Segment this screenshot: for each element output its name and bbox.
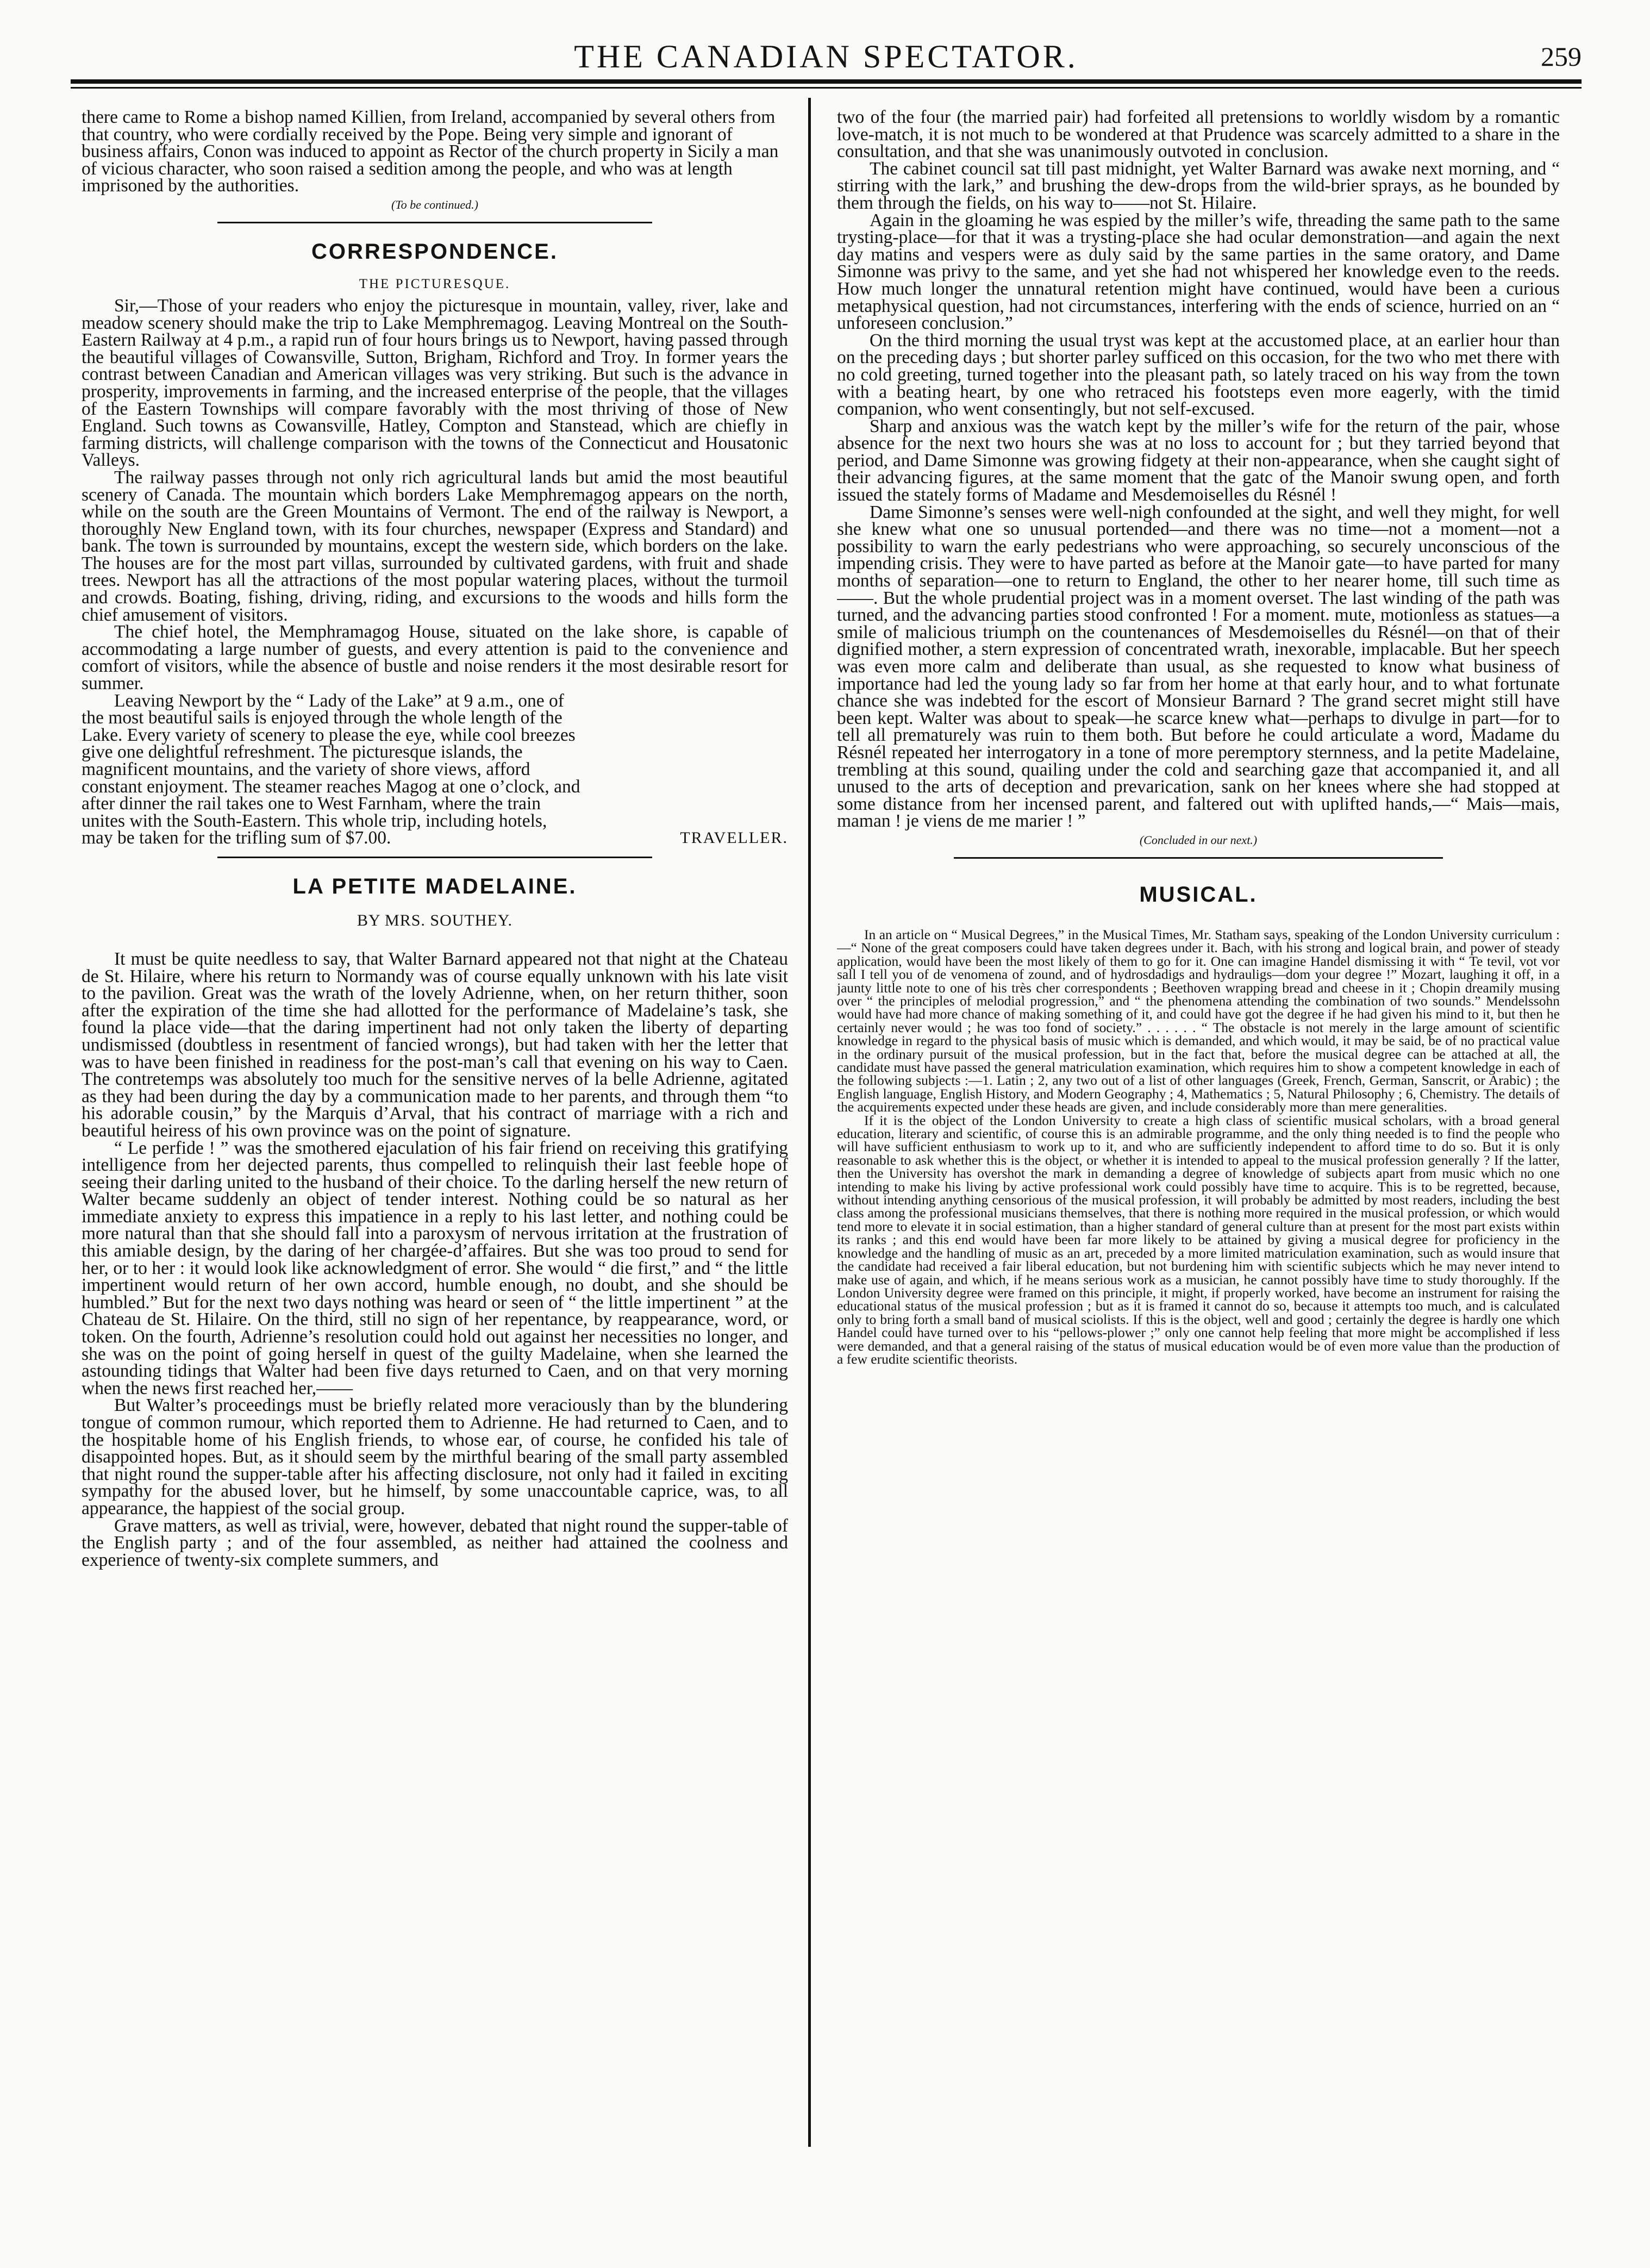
left-column <box>82 99 788 2203</box>
letter-paragraph: Leaving Newport by the “ Lady of the Lake” at 9 a.m., one of the most beautiful sails is enjoyed through the whole length of the Lake. Every variety of scenery to please the eye, while cool breezes give one delightful refreshment. The picturesque islands, the magnificent mountains, and the variety of shore views, afford constant enjoyment. The steamer reaches Magog at one o’clock, and after dinner the rail takes one to West Farnham, where the train unites with the South-Eastern. This whole trip, including hotels, may be taken for the trifling sum of $7.00. <box>82 690 580 848</box>
story-paragraph: two of the four (the married pair) had forfeited all pretensions to worldly wisdom by a romantic love-match, it is not much to be wondered at that Prudence was scarcely admitted to a share in the consultation, and that she was unanimously outvoted in conclusion. <box>837 107 1560 162</box>
section-heading-musical: MUSICAL. <box>1139 882 1258 907</box>
section-heading-correspondence: CORRESPONDENCE. <box>311 239 558 264</box>
continued-text: there came to Rome a bishop named Killien, from Ireland, accompanied by several others from that country, who were cordially received by the Pope. Being very simple and ignorant of business affairs, Conon was induced to appoint as Rector of the church property in Sicily a man of vicious character, who soon raised a sedition among the people, and who was at length imprisoned by the authorities. <box>82 107 779 196</box>
concluded-note: (Concluded in our next.) <box>1139 833 1258 847</box>
story-byline: BY MRS. SOUTHEY. <box>357 911 513 929</box>
section-heading-story: LA PETITE MADELAINE. <box>292 874 577 898</box>
musical-paragraph: If it is the object of the London University to create a high class of scientific musical scholars, with a broad general education, literary and scientific, of course this is an admirable programme, and the only thing needed is to find the people who will have sufficient enthusiasm to work up to it, and who are sufficiently independent to afford time to do so. But it is only reasonable to ask whether this is the object, or whether it is intended to appeal to the musical profession generally ? If the latter, then the University has overshot the mark in demanding a degree of knowledge of subjects apart from music which no one intending to make his living by active professional work could possibly have time to acquire. This is to be regretted, because, without intending anything censorious of the musical profession, it will probably be admitted by most readers, including the best class among the professional musicians themselves, that there is nothing more required in the musical profession, or which would tend more to elevate it in social estimation, than a higher standard of general culture than at present for the most part exists within its ranks ; and this end would have been far more likely to be attained by giving a musical degree for proficiency in the knowledge and the handling of music as an art, preceded by a more limited matriculation examination, such as would insure that the candidate had received a fair liberal education, but not burdening him with scientific subjects which he may never intend to make use of again, and which, if he means serious work as a musician, he cannot possibly have time to study thoroughly. If the London University degree were framed on this principle, it might, if properly worked, have become an instrument for raising the educational status of the musical profession ; but as it is framed it cannot do so, because it attempts too much, and is calculated only to bring forth a small band of musical sciolists. If this is the object, well and good ; certainly the degree is hardly one which Handel could have turned over to his “pellows-plower ;” only one cannot help feeling that more might be accomplished if less were demanded, and that a general raising of the status of musical education would be of even more value than the production of a few erudite scientific theorists. <box>837 1112 1560 1367</box>
letter-subheading: THE PICTURESQUE. <box>359 276 511 291</box>
story-paragraph: Dame Simonne’s senses were well-nigh confounded at the sight, and well they might, for well she knew what one so unusual portended—and there was no time—not a moment—not a possibility to warn the early pedestrians who were approaching, so securely unconscious of the impending crisis. They were to have parted as before at the Manoir gate—to have parted for many months of separation—one to return to England, the other to her nearer home, till such time as——. But the whole prudential project was in a moment overset. The last winding of the path was turned, and the advancing parties stood confronted ! For a moment. mute, motionless as statues—a smile of malicious triumph on the countenances of Mesdemoiselles du Résnél—on that of their dignified mother, a stern expression of concentrated wrath, inexorable, implacable. But her speech was even more calm and deliberate than usual, as she requested to know what business of importance had led the young lady so far from her home at that early hour, and to what fortunate chance she was indebted for the escort of Monsieur Barnard ? The grand secret might still have been kept. Walter was about to speak—he scarce knew what—perhaps to divulge in part—for to tell all prematurely was ruin to them both. But before he could articulate a word, Madame du Résnél repeated her interrogatory in a tone of more peremptory sternness, and la petite Madelaine, trembling at this sound, quailing under the cold and searching gaze that accompanied it, and all unused to the arts of deception and prevarication, sank on her knees where she had stopped at some distance from her incensed parent, and faltered out with uplifted hands,—“ Mais—mais, maman ! je viens de me marier ! ” <box>837 502 1560 832</box>
letter-paragraph: Sir,—Those of your readers who enjoy the picturesque in mountain, valley, river, lake and meadow scenery should make the trip to Lake Memphremagog. Leaving Montreal on the South-Eastern Railway at 4 p.m., a rapid run of four hours brings us to Newport, having passed through the beautiful villages of Cowansville, Sutton, Brigham, Richford and Troy. In former years the contrast between Canadian and American villages was very striking. But such is the advance in prosperity, improvements in farming, and the increased enterprise of the people, that the villages of the Eastern Townships will compare favorably with the most thriving of those of New England. Such towns as Cowansville, Hatley, Compton and Stanstead, which are chiefly in farming districts, will challenge comparison with the towns of the Connecticut and Housatonic Valleys. <box>82 295 788 471</box>
story-paragraph: Again in the gloaming he was espied by the miller’s wife, threading the same path to the same trysting-place—for that it was a trysting-place she had ocular demonstration—and again the next day matins and vespers were as duly said by the same parties in the same oratory, and Dame Simonne was privy to the same, and yet she had not whispered her knowledge even to the reeds. How much longer the unnatural retention might have continued, would have been a curious metaphysical question, had not circumstances, interfering with the ends of science, hurried on an “ unforeseen conclusion.” <box>837 210 1560 334</box>
section-rule <box>954 857 1443 859</box>
to-be-continued-note: (To be continued.) <box>391 197 478 211</box>
letter-signature: TRAVELLER. <box>680 829 788 847</box>
story-paragraph: “ Le perfide ! ” was the smothered ejaculation of his fair friend on receiving this gratifying intelligence from her dejected parents, thus compelled to relinquish their last feeble hope of seeing their darling united to the husband of their choice. To the darling herself the new return of Walter became suddenly an object of tender interest. Nothing could be so natural as her immediate anxiety to express this impatience in a reply to his last letter, and nothing could be more natural than that she should fall into a paroxysm of nervous irritation at the frustration of this amiable design, by the daring of her chargée-d’affaires. But she was too proud to send for her, or to her : it would look like acknowledgment of error. She would “ die first,” and “ the little impertinent would return of her own accord, humble enough, no doubt, and she should be humbled.” But for the next two days nothing was heard or seen of “ the little impertinent ” at the Chateau de St. Hilaire. On the third, still no sign of her repentance, by reappearance, word, or token. On the fourth, Adrienne’s resolution could hold out against her necessities no longer, and she was on the point of going herself in quest of the guilty Madelaine, when she learned the astounding tidings that Walter had been five days returned to Caen, and on that very morning when the news first reached her,—— <box>82 1138 788 1398</box>
letter-paragraph: The chief hotel, the Memphramagog House, situated on the lake shore, is capable of accommodating a large number of guests, and every attention is paid to the convenience and comfort of visitors, while the absence of bustle and noise renders it the most desirable resort for summer. <box>82 622 788 694</box>
story-paragraph: Sharp and anxious was the watch kept by the miller’s wife for the return of the pair, whose absence for the next two hours she was at no loss to account for ; but they tarried beyond that period, and Dame Simonne was growing fidgety at their non-appearance, when she caught sight of their advancing figures, at the same moment that the gatc of the Manoir swung open, and forth issued the stately forms of Madame and Mesdemoiselles du Résnél ! <box>837 416 1560 505</box>
page-number: 259 <box>1541 41 1582 72</box>
header-rule-thin <box>71 87 1582 89</box>
story-paragraph: It must be quite needless to say, that Walter Barnard appeared not that night at the Chateau de St. Hilaire, where his return to Normandy was of course equally unknown with his late visit to the pavilion. Great was the wrath of the lovely Adrienne, when, on her return thither, soon after the expiration of the time she had allotted for the performance of Madelaine’s task, she found la place vide—that the daring impertinent had not only taken the liberty of departing undismissed (doubtless in resentment of fancied wrongs), but had taken with her the letter that was to have been finished in readiness for the post-man’s call that evening on his way to Caen. The contretemps was absolutely too much for the sensitive nerves of la belle Adrienne, agitated as they had been during the day by a communication made to her parents, and through them “to his adorable cousin,” by the Marquis d’Arval, that his contract of marriage with a rich and beautiful heiress of his own province was on the point of signature. <box>82 948 788 1141</box>
story-paragraph: Grave matters, as well as trivial, were, however, debated that night round the supper-table of the English party ; and of the four assembled, as neither had attained the coolness and experience of twenty-six complete summers, and <box>82 1515 788 1570</box>
masthead <box>71 40 1582 73</box>
story-paragraph: On the third morning the usual tryst was kept at the accustomed place, at an earlier hour than on the preceding days ; but shorter parley sufficed on this occasion, for the two who met there with no cold greeting, turned together into the pleasant path, so lately traced on his way from the town with a beating heart, by one who retraced his footsteps even more eagerly, with the timid companion, who went consentingly, but not self-excused. <box>837 330 1560 420</box>
right-column <box>837 99 1560 2203</box>
story-paragraph: But Walter’s proceedings must be briefly related more veraciously than by the blundering tongue of common rumour, which reported them to Adrienne. He had returned to Caen, and to the hospitable home of his English friends, to whose ear, of course, he confided his tale of disappointed hopes. But, as it should seem by the mirthful bearing of the small party assembled that night round the supper-table after his affecting disclosure, not only had it failed in exciting sympathy for the abused lover, but he himself, by some unaccountable caprice, was, to all appearance, the happiest of the social group. <box>82 1395 788 1519</box>
section-rule <box>217 857 652 858</box>
header-rule-thick <box>71 79 1582 84</box>
story-paragraph: The cabinet council sat till past midnight, yet Walter Barnard was awake next morning, and “ stirring with the lark,” and brushing the dew-drops from the wild-brier sprays, as he bounded by them through the fields, on his way to——not St. Hilaire. <box>837 158 1560 213</box>
letter-paragraph: The railway passes through not only rich agricultural lands but amid the most beautiful scenery of Canada. The mountain which borders Lake Memphremagog appears on the north, while on the south are the Green Mountains of Vermont. The end of the railway is Newport, a thoroughly New England town, with its four churches, newspaper (Express and Standard) and bank. The town is surrounded by mountains, except the western side, which borders on the lake. The houses are for the most part villas, surrounded by cultivated gardens, with fruit and shade trees. Newport has all the attractions of the most popular watering places, without the turmoil and crowds. Boating, fishing, driving, riding, and excursions to the woods and hills form the chief amusement of visitors. <box>82 467 788 625</box>
publication-title: THE CANADIAN SPECTATOR. <box>574 39 1078 74</box>
musical-paragraph: In an article on “ Musical Degrees,” in the Musical Times, Mr. Statham says, speaking of the London University curriculum :—“ None of the great composers could have taken degrees under it. Bach, with his strong and logical brain, and power of steady application, would have been the most likely of them to go for it. One can imagine Handel dismissing it with “ Te tevil, vot vor sall I tell you of de venomena of zound, and of hydrosdadigs and hydrauligs—dom your degree !” Mozart, laughing it off, in a jaunty little note to one of his très cher correspondents ; Beethoven wrapping bread and cheese in it ; Chopin dreamily musing over “ the principles of melodial progression,” and “ the phenomena attending the combination of two sounds.” Mendelssohn would have had more chance of making something of it, and could have got the degree if he had given his mind to it, but then he certainly never would ; he was too fond of society.” . . . . . . “ The obstacle is not merely in the large amount of scientific knowledge in regard to the physical basis of music which is demanded, and which would, it may be said, be of no practical value in the ordinary pursuit of the musical profession, but in the fact that, before the musical degree can be attached at all, the candidate must have passed the general matriculation examination, which requires him to show a competent knowledge in each of the following subjects :—1. Latin ; 2, any two out of a list of other languages (Greek, French, German, Sanscrit, or Arabic) ; the English language, English History, and Modern Geography ; 4, Mathematics ; 5, Natural Philosophy ; 6, Chemistry. The details of the acquirements expected under these heads are given, and include considerably more than mere generalities. <box>837 926 1560 1115</box>
section-rule <box>217 222 652 223</box>
column-divider <box>808 98 811 2147</box>
